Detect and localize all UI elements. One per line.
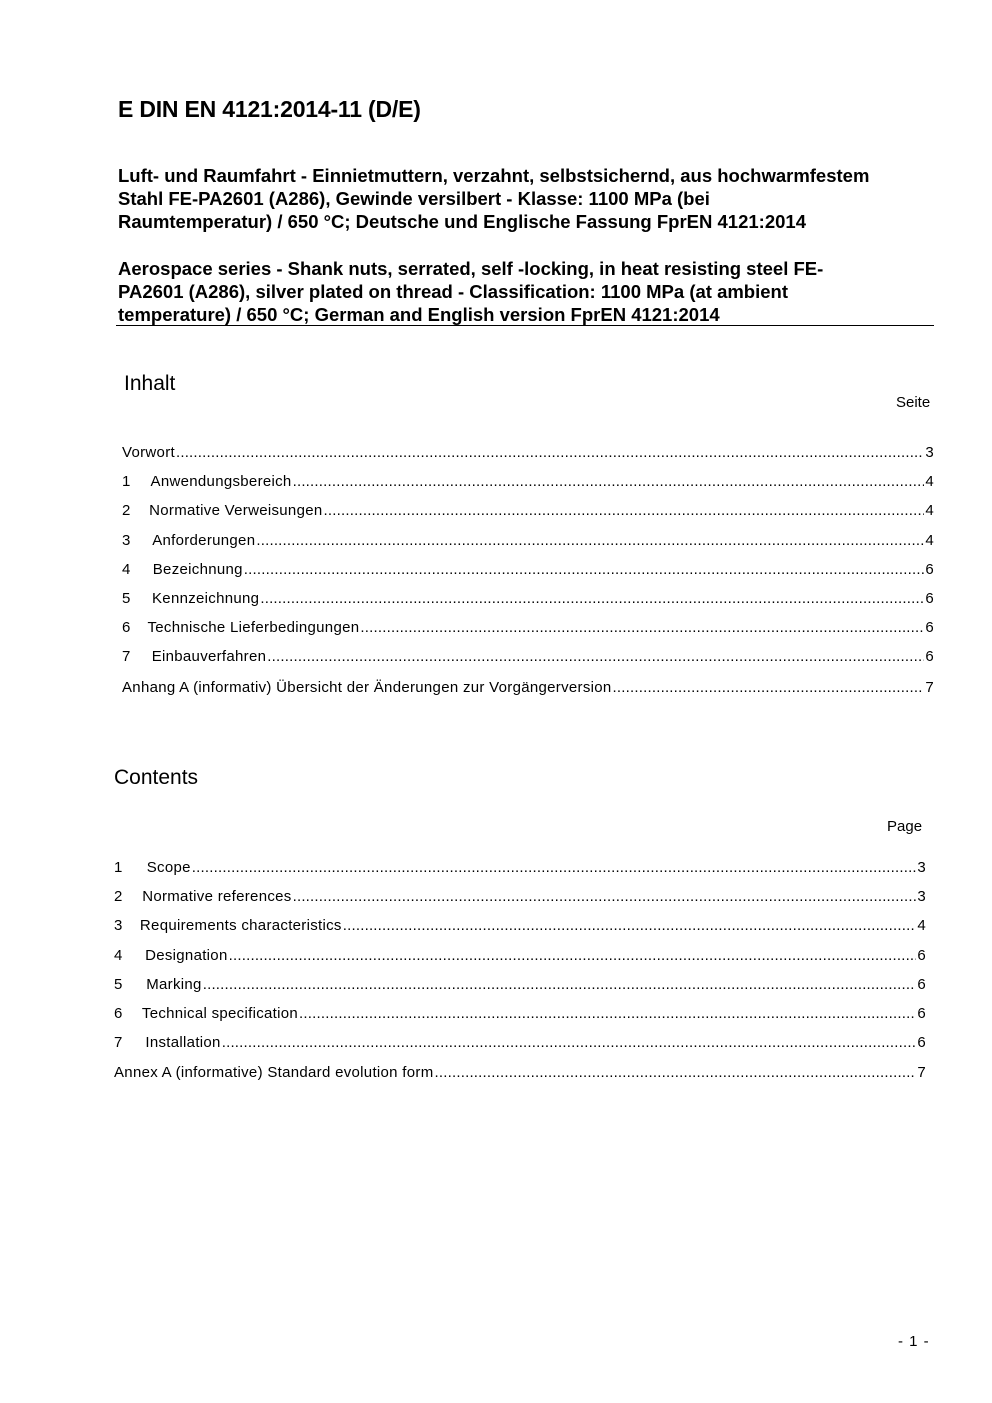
toc-entry[interactable] [122, 499, 934, 519]
toc-entry[interactable] [114, 1061, 926, 1081]
toc-entry-label: Anforderungen [152, 531, 256, 549]
title-german-line: Stahl FE-PA2601 (A286), Gewinde versilbert - Klasse: 1100 MPa (bei [118, 188, 710, 209]
title-german-line: Luft- und Raumfahrt - Einnietmuttern, verzahnt, selbstsichernd, aus hochwarmfestem [118, 165, 870, 186]
toc-entry-page: 6 [917, 1034, 926, 1052]
toc-entry-label: Technische Lieferbedingungen [147, 619, 360, 637]
toc-heading-de: Inhalt [124, 372, 176, 395]
toc-entry-label: Vorwort [122, 444, 175, 461]
toc-page-label-de: Seite [896, 394, 931, 411]
toc-entry[interactable] [114, 885, 926, 905]
toc-page-label-en: Page [887, 818, 923, 835]
toc-entry-page: 6 [925, 560, 934, 578]
toc-entry[interactable] [122, 529, 934, 549]
toc-entry[interactable] [114, 1002, 926, 1022]
title-english-line: Aerospace series - Shank nuts, serrated, self -locking, in heat resisting steel FE- [118, 258, 824, 279]
toc-entry[interactable] [114, 973, 926, 993]
toc-entry-number: 7 [114, 1034, 123, 1052]
toc-entry-number: 1 [114, 859, 123, 876]
toc-entry[interactable] [122, 558, 934, 578]
toc-entry-number: 3 [122, 531, 131, 549]
document-id: E DIN EN 4121:2014-11 (D/E) [118, 96, 421, 122]
toc-entry-page: 6 [917, 1005, 926, 1022]
toc-entry-label: Technical specification [141, 1005, 299, 1022]
toc-entry-label: Designation [145, 946, 228, 964]
toc-leader-dots [267, 648, 924, 665]
toc-entry-label: Anwendungsbereich [150, 473, 292, 491]
toc-leader-dots [613, 679, 925, 696]
toc-entry-number: 6 [122, 619, 131, 637]
toc-entry-label: Requirements characteristics [139, 917, 342, 935]
toc-entry-number: 5 [122, 590, 131, 607]
toc-leader-dots [176, 444, 924, 461]
toc-entry[interactable] [122, 470, 934, 490]
toc-entry-page: 3 [917, 888, 926, 906]
toc-leader-dots [343, 917, 917, 934]
toc-entry[interactable] [122, 645, 934, 665]
title-underline [116, 325, 934, 326]
toc-entry-label: Anhang A (informativ) Übersicht der Änderungen zur Vorgängerversion [122, 678, 612, 696]
toc-leader-dots [256, 532, 924, 549]
toc-leader-dots [260, 590, 924, 607]
toc-entry-number: 7 [122, 648, 131, 666]
toc-leader-dots [229, 947, 917, 964]
toc-entry-label: Installation [145, 1034, 221, 1052]
toc-entry-label: Kennzeichnung [152, 590, 260, 607]
toc-entry[interactable] [114, 856, 926, 876]
toc-entry-label: Normative references [142, 888, 292, 906]
toc-entry-number: 4 [122, 560, 131, 578]
toc-leader-dots [293, 888, 917, 905]
toc-entry-page: 3 [925, 444, 934, 461]
toc-entry-page: 4 [925, 473, 934, 491]
toc-entry-page: 6 [917, 975, 926, 993]
toc-leader-dots [203, 976, 917, 993]
toc-entry-number: 6 [114, 1005, 123, 1022]
toc-entry[interactable] [114, 914, 926, 934]
toc-entry-label: Einbauverfahren [151, 648, 267, 666]
toc-leader-dots [299, 1005, 916, 1022]
toc-leader-dots [244, 561, 925, 578]
toc-entry-label: Marking [146, 975, 202, 993]
toc-entry-page: 6 [917, 946, 926, 964]
toc-leader-dots [360, 619, 924, 636]
title-german-line: Raumtemperatur) / 650 °C; Deutsche und Englische Fassung FprEN 4121:2014 [118, 211, 806, 232]
toc-entry[interactable] [122, 676, 934, 696]
toc-entry-number: 5 [114, 975, 123, 993]
toc-entry-label: Bezeichnung [152, 560, 243, 578]
toc-entry[interactable] [122, 587, 934, 607]
toc-heading-en: Contents [114, 766, 199, 789]
toc-leader-dots [222, 1034, 917, 1051]
title-english-line: temperature) / 650 °C; German and English version FprEN 4121:2014 [118, 304, 720, 325]
toc-entry-page: 6 [925, 590, 934, 607]
toc-entry-page: 6 [925, 619, 934, 637]
toc-entry-number: 1 [122, 473, 131, 491]
toc-entry-number: 4 [114, 946, 123, 964]
toc-entry[interactable] [114, 1031, 926, 1051]
page-number: - 1 - [898, 1333, 930, 1350]
toc-leader-dots [192, 859, 917, 876]
title-english [118, 257, 934, 326]
toc-entry-page: 4 [917, 917, 926, 935]
title-german [118, 164, 934, 233]
toc-entry-label: Normative Verweisungen [149, 502, 323, 520]
toc-entry-page: 4 [925, 502, 934, 520]
toc-entry-page: 7 [925, 678, 934, 696]
title-english-line: PA2601 (A286), silver plated on thread - Classification: 1100 MPa (at ambient [118, 281, 788, 302]
toc-entry-page: 4 [925, 531, 934, 549]
toc-entry-label: Scope [146, 859, 191, 876]
toc-leader-dots [435, 1064, 917, 1081]
toc-entry-number: 2 [114, 888, 123, 906]
toc-entry-page: 6 [925, 648, 934, 666]
toc-entry-number: 2 [122, 502, 131, 520]
toc-entry-page: 7 [917, 1064, 926, 1082]
toc-entry-page: 3 [917, 859, 926, 876]
toc-entry-label: Annex A (informative) Standard evolution form [114, 1064, 434, 1082]
toc-leader-dots [324, 502, 925, 519]
toc-entry[interactable] [122, 616, 934, 636]
toc-leader-dots [293, 473, 925, 490]
toc-entry[interactable] [122, 441, 934, 461]
toc-entry[interactable] [114, 944, 926, 964]
toc-entry-number: 3 [114, 917, 123, 935]
